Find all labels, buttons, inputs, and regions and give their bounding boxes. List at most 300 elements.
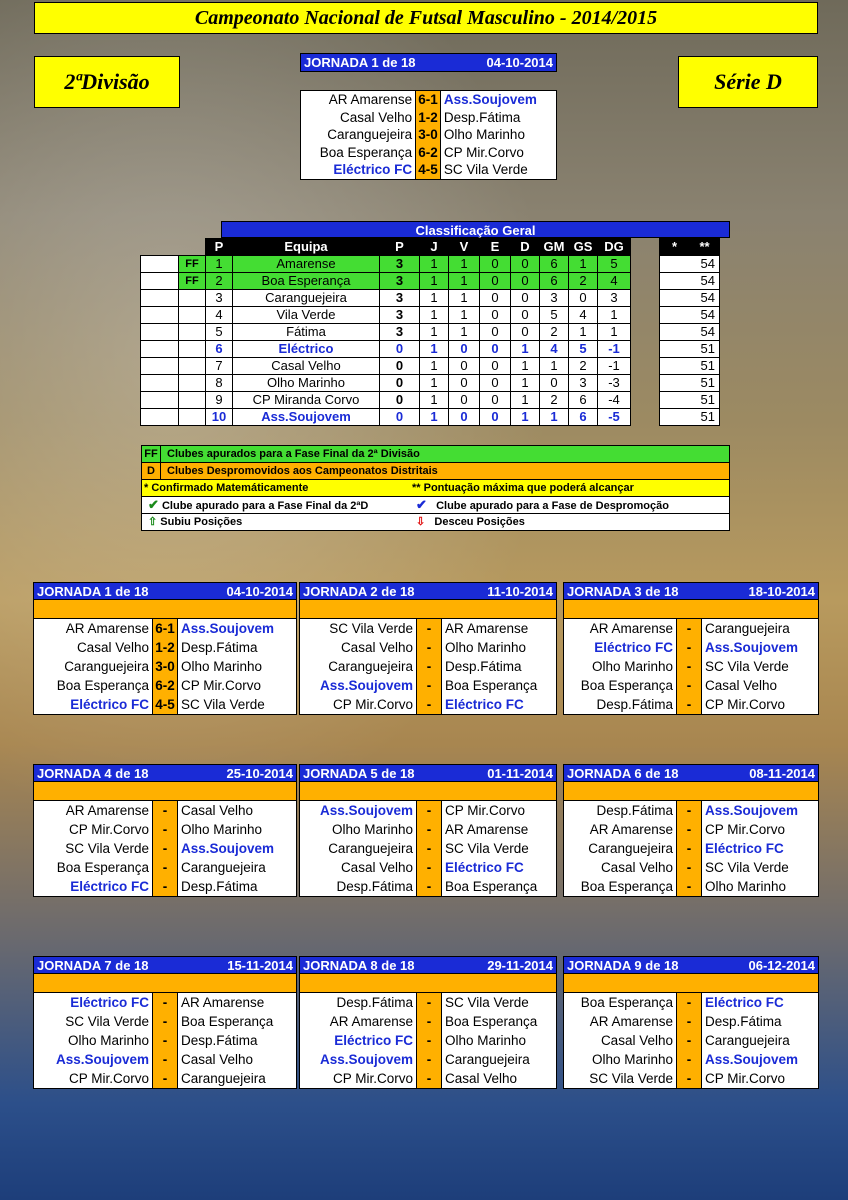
- standings-team: Olho Marinho: [233, 375, 380, 392]
- away-team: SC Vila Verde: [705, 860, 789, 875]
- match-row: [33, 877, 297, 897]
- round-8: [299, 956, 557, 1089]
- round-date: 29-11-2014: [487, 958, 553, 973]
- status-box: [141, 290, 179, 307]
- home-team: Caranguejeira: [588, 841, 673, 856]
- legend-qual-desp: ✔ Clube apurado para a Fase de Despromoção: [416, 496, 669, 512]
- standings-header: GM: [540, 239, 569, 256]
- home-team: Caranguejeira: [328, 841, 413, 856]
- match-row: [299, 858, 557, 877]
- standings-gs: 3: [569, 375, 598, 392]
- match-row: [563, 820, 819, 839]
- away-team: Eléctrico FC: [705, 841, 784, 856]
- standings-pos: 10: [206, 409, 233, 426]
- away-team: CP Mir.Corvo: [445, 803, 526, 818]
- standings-extra-header: *: [660, 239, 690, 256]
- match-list: [300, 90, 557, 180]
- round-date: 04-10-2014: [226, 584, 293, 599]
- standings-gm: 6: [540, 273, 569, 290]
- status-box: [141, 273, 179, 290]
- round-header: [299, 582, 557, 600]
- away-team: Eléctrico FC: [445, 860, 524, 875]
- confirmed-cell: [660, 273, 690, 290]
- away-team: Olho Marinho: [445, 1033, 527, 1048]
- standings-panel: [221, 221, 730, 238]
- match-score: 3-0: [415, 126, 441, 144]
- match-row: [33, 858, 297, 877]
- away-team: CP Mir.Corvo: [181, 678, 262, 693]
- round-box: [299, 764, 557, 897]
- standings-j: 1: [420, 392, 449, 409]
- standings-e: 0: [480, 290, 511, 307]
- max-points: 51: [690, 341, 720, 358]
- match-score: -: [416, 1069, 442, 1088]
- match-row: [299, 676, 557, 695]
- standings-gm: 2: [540, 324, 569, 341]
- match-list: [563, 800, 819, 897]
- away-team: Desp.Fátima: [705, 1014, 782, 1029]
- match-row: [33, 676, 297, 695]
- standings-e: 0: [480, 358, 511, 375]
- match-row: [33, 1012, 297, 1031]
- standings-header: P: [206, 239, 233, 256]
- standings-pts: 3: [380, 256, 420, 273]
- home-team: Desp.Fátima: [596, 697, 673, 712]
- qualification-mark: [179, 409, 206, 426]
- standings-header: GS: [569, 239, 598, 256]
- match-score: -: [676, 1031, 702, 1050]
- standings-header: E: [480, 239, 511, 256]
- standings-j: 1: [420, 341, 449, 358]
- match-score: -: [152, 801, 178, 820]
- match-row: [33, 695, 297, 715]
- match-row: [33, 800, 297, 820]
- standings-j: 1: [420, 256, 449, 273]
- match-score: -: [416, 1050, 442, 1069]
- standings-d: 1: [511, 375, 540, 392]
- standings-dg: 5: [598, 256, 631, 273]
- standings-pos: 9: [206, 392, 233, 409]
- round-label: JORNADA 4 de 18: [37, 766, 149, 781]
- standings-gm: 3: [540, 290, 569, 307]
- match-row: [563, 800, 819, 820]
- away-team: Boa Esperança: [445, 678, 538, 693]
- standings-gm: 1: [540, 358, 569, 375]
- status-box: [141, 358, 179, 375]
- match-score: 4-5: [415, 161, 441, 179]
- max-points: 51: [690, 358, 720, 375]
- home-team: AR Amarense: [65, 803, 149, 818]
- confirmed-cell: [660, 256, 690, 273]
- standings-v: 1: [449, 290, 480, 307]
- standings-d: 0: [511, 256, 540, 273]
- match-row: [299, 638, 557, 657]
- away-team: Caranguejeira: [181, 860, 266, 875]
- match-score: 1-2: [152, 638, 178, 657]
- match-row: [299, 839, 557, 858]
- match-score: -: [416, 820, 442, 839]
- round-label: JORNADA 1 de 18: [37, 584, 149, 599]
- away-team: Boa Esperança: [445, 1014, 538, 1029]
- standings-row: [141, 307, 720, 324]
- match-row: [299, 695, 557, 715]
- round-header: [563, 764, 819, 782]
- standings-row: [141, 324, 720, 341]
- round-4: [33, 764, 297, 897]
- match-score: -: [152, 1012, 178, 1031]
- standings-pos: 6: [206, 341, 233, 358]
- away-team: Boa Esperança: [445, 879, 538, 894]
- standings-v: 1: [449, 307, 480, 324]
- max-points: 51: [690, 375, 720, 392]
- legend: [141, 445, 730, 531]
- standings-row: [141, 290, 720, 307]
- match-score: -: [416, 993, 442, 1012]
- legend-down: ⇩ Desceu Posições: [416, 515, 525, 528]
- standings-d: 1: [511, 392, 540, 409]
- legend-up: ⇧ Subiu Posições: [148, 515, 243, 528]
- qualification-mark: [179, 392, 206, 409]
- home-team: CP Mir.Corvo: [332, 1071, 413, 1086]
- match-row: [563, 695, 819, 715]
- confirmed-cell: [660, 324, 690, 341]
- match-score: -: [152, 820, 178, 839]
- match-score: -: [416, 657, 442, 676]
- status-box: [141, 324, 179, 341]
- standings-d: 1: [511, 358, 540, 375]
- standings-e: 0: [480, 307, 511, 324]
- match-row: [299, 1050, 557, 1069]
- away-team: SC Vila Verde: [445, 995, 529, 1010]
- home-team: Eléctrico FC: [334, 1033, 413, 1048]
- round-label: JORNADA 6 de 18: [567, 766, 679, 781]
- round-box: [563, 764, 819, 897]
- match-score: -: [676, 1050, 702, 1069]
- standings-d: 0: [511, 290, 540, 307]
- match-row: [563, 657, 819, 676]
- round-box: [563, 956, 819, 1089]
- standings-j: 1: [420, 307, 449, 324]
- away-team: SC Vila Verde: [443, 162, 528, 177]
- round-3: [563, 582, 819, 715]
- home-team: Eléctrico FC: [70, 697, 149, 712]
- confirmed-cell: [660, 307, 690, 324]
- match-score: 6-2: [152, 676, 178, 695]
- match-row: [563, 1050, 819, 1069]
- standings-d: 1: [511, 341, 540, 358]
- match-row: [33, 657, 297, 676]
- standings-header: P: [380, 239, 420, 256]
- standings-v: 0: [449, 358, 480, 375]
- away-team: Olho Marinho: [445, 640, 527, 655]
- home-team: Desp.Fátima: [336, 995, 413, 1010]
- match-score: -: [676, 993, 702, 1012]
- home-team: AR Amarense: [328, 92, 413, 107]
- standings-dg: 1: [598, 307, 631, 324]
- away-team: Casal Velho: [445, 1071, 518, 1086]
- serie-label: Série D: [678, 56, 818, 108]
- round-subheader: [563, 600, 819, 618]
- home-team: AR Amarense: [329, 1014, 413, 1029]
- standings-gs: 1: [569, 256, 598, 273]
- home-team: SC Vila Verde: [329, 621, 413, 636]
- max-points: 54: [690, 273, 720, 290]
- standings-gm: 6: [540, 256, 569, 273]
- qualification-mark: [179, 307, 206, 324]
- standings-gs: 6: [569, 409, 598, 426]
- standings-pos: 5: [206, 324, 233, 341]
- top-round-box: [300, 53, 557, 180]
- home-team: Boa Esperança: [580, 995, 673, 1010]
- qualification-mark: [179, 358, 206, 375]
- home-team: Casal Velho: [600, 1033, 673, 1048]
- standings-pts: 3: [380, 324, 420, 341]
- confirmed-cell: [660, 375, 690, 392]
- match-score: -: [676, 877, 702, 896]
- round-date: 18-10-2014: [748, 584, 815, 599]
- match-score: -: [416, 801, 442, 820]
- standings-e: 0: [480, 341, 511, 358]
- away-team: Ass.Soujovem: [181, 841, 275, 856]
- status-box: [141, 256, 179, 273]
- home-team: Eléctrico FC: [70, 879, 149, 894]
- away-team: Olho Marinho: [181, 822, 263, 837]
- home-team: Caranguejeira: [327, 127, 413, 142]
- round-header: [563, 582, 819, 600]
- standings-j: 1: [420, 273, 449, 290]
- legend-stars: [141, 480, 730, 497]
- match-score: -: [152, 993, 178, 1012]
- status-box: [141, 375, 179, 392]
- standings-d: 1: [511, 409, 540, 426]
- home-team: AR Amarense: [589, 1014, 673, 1029]
- match-score: -: [676, 839, 702, 858]
- max-points: 54: [690, 324, 720, 341]
- standings-v: 1: [449, 256, 480, 273]
- round-date: 08-11-2014: [749, 766, 815, 781]
- standings-dg: -3: [598, 375, 631, 392]
- legend-checks: [141, 497, 730, 514]
- match-list: [33, 800, 297, 897]
- match-row: [563, 618, 819, 638]
- standings-gs: 2: [569, 358, 598, 375]
- standings-pts: 3: [380, 307, 420, 324]
- match-score: -: [676, 657, 702, 676]
- standings-row: [141, 409, 720, 426]
- away-team: Casal Velho: [705, 678, 778, 693]
- standings-gs: 6: [569, 392, 598, 409]
- standings-team: Vila Verde: [233, 307, 380, 324]
- round-5: [299, 764, 557, 897]
- standings-e: 0: [480, 324, 511, 341]
- match-score: -: [416, 877, 442, 896]
- match-list: [563, 992, 819, 1089]
- standings-e: 0: [480, 409, 511, 426]
- arrow-up-icon: ⇧: [148, 515, 158, 528]
- status-box: [141, 341, 179, 358]
- match-score: 1-2: [415, 109, 441, 127]
- standings-v: 0: [449, 392, 480, 409]
- round-date: 15-11-2014: [227, 958, 293, 973]
- home-team: Ass.Soujovem: [55, 1052, 149, 1067]
- away-team: CP Mir.Corvo: [705, 697, 786, 712]
- round-box: [33, 582, 297, 715]
- home-team: Boa Esperança: [319, 144, 413, 160]
- confirmed-cell: [660, 290, 690, 307]
- round-box: [299, 956, 557, 1089]
- round-label: JORNADA 5 de 18: [303, 766, 415, 781]
- standings-row: [141, 358, 720, 375]
- match-score: 3-0: [152, 657, 178, 676]
- away-team: Caranguejeira: [705, 621, 790, 636]
- match-row: [299, 877, 557, 897]
- match-score: -: [676, 676, 702, 695]
- match-list: [33, 992, 297, 1089]
- match-score: -: [676, 801, 702, 820]
- round-subheader: [299, 600, 557, 618]
- away-team: Olho Marinho: [443, 127, 525, 142]
- qualification-mark: [179, 341, 206, 358]
- legend-ff: [141, 446, 730, 463]
- home-team: Ass.Soujovem: [319, 803, 413, 818]
- home-team: Ass.Soujovem: [319, 678, 413, 693]
- legend-d-text: Clubes Despromovidos aos Campeonatos Distritais: [167, 464, 438, 477]
- round-box: [299, 582, 557, 715]
- round-label: JORNADA 9 de 18: [567, 958, 679, 973]
- standings-pos: 1: [206, 256, 233, 273]
- round-box: [33, 956, 297, 1089]
- away-team: SC Vila Verde: [181, 697, 265, 712]
- standings-e: 0: [480, 375, 511, 392]
- round-header: [299, 764, 557, 782]
- match-score: 6-1: [415, 91, 441, 109]
- standings-gm: 1: [540, 409, 569, 426]
- home-team: SC Vila Verde: [589, 1071, 673, 1086]
- legend-d: [141, 463, 730, 480]
- home-team: AR Amarense: [65, 621, 149, 636]
- qualification-mark: [179, 324, 206, 341]
- away-team: Eléctrico FC: [445, 697, 524, 712]
- standings-v: 1: [449, 273, 480, 290]
- away-team: Caranguejeira: [445, 1052, 530, 1067]
- home-team: AR Amarense: [589, 822, 673, 837]
- match-score: 4-5: [152, 695, 178, 714]
- round-box: [563, 582, 819, 715]
- away-team: Desp.Fátima: [181, 640, 258, 655]
- match-row: [300, 90, 557, 109]
- home-team: Desp.Fátima: [596, 803, 673, 818]
- away-team: Desp.Fátima: [445, 659, 522, 674]
- round-label: JORNADA 1 de 18: [304, 55, 416, 70]
- match-score: -: [152, 877, 178, 896]
- match-row: [563, 676, 819, 695]
- match-row: [563, 638, 819, 657]
- match-score: -: [416, 676, 442, 695]
- home-team: Ass.Soujovem: [319, 1052, 413, 1067]
- legend-qual-final: ✔ Clube apurado para a Fase Final da 2ªD: [148, 496, 369, 512]
- standings-gm: 0: [540, 375, 569, 392]
- standings-row: [141, 273, 720, 290]
- home-team: Desp.Fátima: [336, 879, 413, 894]
- check-blue-icon: ✔: [416, 496, 427, 512]
- away-team: Casal Velho: [181, 803, 254, 818]
- match-row: [563, 1031, 819, 1050]
- arrow-down-icon: ⇩: [416, 515, 426, 528]
- match-row: [299, 1031, 557, 1050]
- match-row: [563, 1012, 819, 1031]
- round-header: [299, 956, 557, 974]
- away-team: AR Amarense: [445, 621, 529, 636]
- round-date: 06-12-2014: [748, 958, 815, 973]
- standings-dg: -4: [598, 392, 631, 409]
- home-team: Casal Velho: [340, 109, 413, 125]
- match-score: -: [416, 695, 442, 714]
- standings-pos: 8: [206, 375, 233, 392]
- round-date: 04-10-2014: [486, 55, 553, 70]
- away-team: SC Vila Verde: [445, 841, 529, 856]
- standings-team: Ass.Soujovem: [233, 409, 380, 426]
- qualification-mark: FF: [179, 256, 206, 273]
- home-team: Casal Velho: [340, 860, 413, 875]
- standings-dg: 4: [598, 273, 631, 290]
- home-team: SC Vila Verde: [65, 1014, 149, 1029]
- standings-gm: 5: [540, 307, 569, 324]
- home-team: Caranguejeira: [64, 659, 149, 674]
- round-subheader: [33, 600, 297, 618]
- standings-j: 1: [420, 409, 449, 426]
- round-date: 11-10-2014: [487, 584, 553, 599]
- match-row: [33, 839, 297, 858]
- away-team: Desp.Fátima: [181, 879, 258, 894]
- away-team: Ass.Soujovem: [443, 92, 537, 107]
- home-team: Eléctrico FC: [333, 162, 413, 177]
- standings-gs: 0: [569, 290, 598, 307]
- max-points: 51: [690, 392, 720, 409]
- round-box: [33, 764, 297, 897]
- match-row: [299, 618, 557, 638]
- away-team: Desp.Fátima: [443, 109, 521, 125]
- legend-max: ** Pontuação máxima que poderá alcançar: [412, 481, 634, 494]
- round-header: [33, 956, 297, 974]
- standings-pts: 0: [380, 392, 420, 409]
- max-points: 51: [690, 409, 720, 426]
- match-row: [299, 1012, 557, 1031]
- standings-e: 0: [480, 273, 511, 290]
- match-row: [33, 992, 297, 1012]
- status-box: [141, 409, 179, 426]
- home-team: Olho Marinho: [591, 1052, 673, 1067]
- match-row: [33, 638, 297, 657]
- match-list: [563, 618, 819, 715]
- match-score: 6-2: [415, 144, 441, 162]
- standings-header: D: [511, 239, 540, 256]
- standings-pts: 0: [380, 409, 420, 426]
- standings-e: 0: [480, 392, 511, 409]
- standings-e: 0: [480, 256, 511, 273]
- standings-pos: 4: [206, 307, 233, 324]
- match-score: -: [676, 858, 702, 877]
- round-label: JORNADA 7 de 18: [37, 958, 149, 973]
- home-team: SC Vila Verde: [65, 841, 149, 856]
- match-row: [300, 144, 557, 162]
- away-team: CP Mir.Corvo: [443, 144, 524, 160]
- standings-pos: 2: [206, 273, 233, 290]
- match-score: -: [152, 839, 178, 858]
- standings-d: 0: [511, 273, 540, 290]
- home-team: Olho Marinho: [331, 822, 413, 837]
- away-team: Ass.Soujovem: [705, 640, 799, 655]
- legend-arrows: [141, 514, 730, 531]
